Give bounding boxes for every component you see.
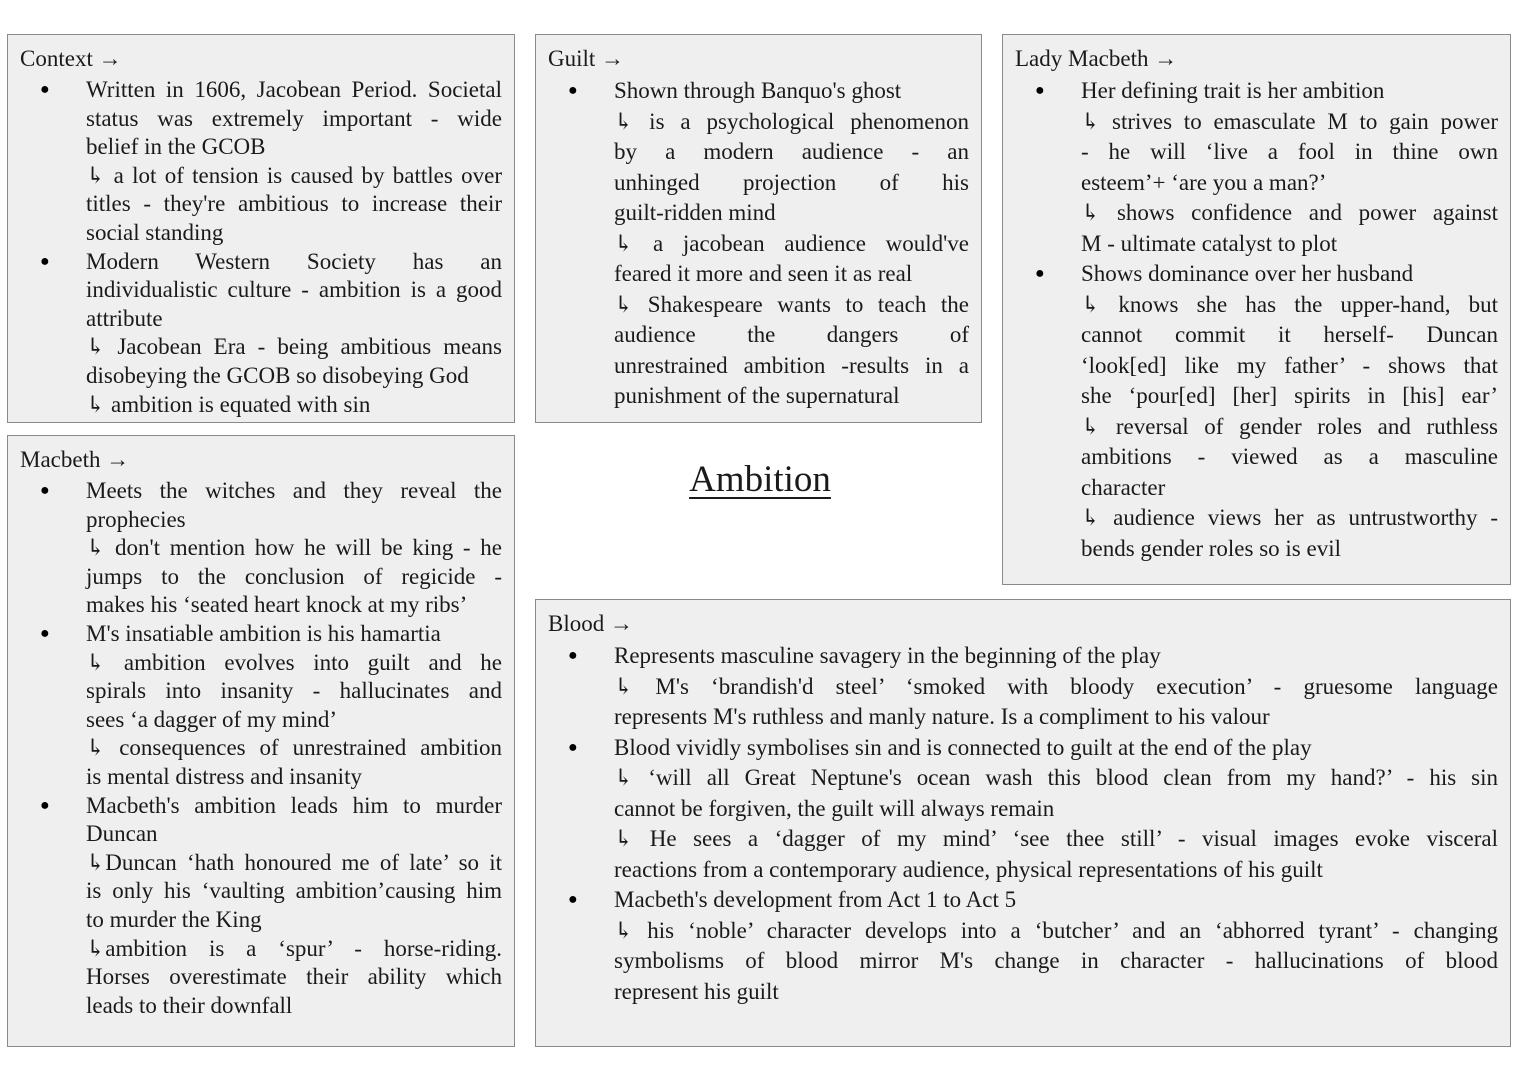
text-line: ● Her defining trait is her ambition: [1081, 78, 1385, 103]
text-line: by a modern audience - an: [614, 139, 969, 164]
text-line: ↳ strives to emasculate M to gain power: [1081, 108, 1498, 134]
text-line: leads to their downfall: [86, 992, 293, 1018]
text-line: individualistic culture - ambition is a good: [86, 277, 502, 303]
text-line: spirals into insanity - hallucinates and: [86, 678, 502, 704]
text-line: attribute: [86, 305, 163, 331]
text-line: ↳ a jacobean audience would've: [614, 230, 969, 256]
blood-list: [548, 641, 1498, 1007]
text-line: ● Shows dominance over her husband: [1081, 261, 1414, 286]
text-line: cannot commit it herself- Duncan: [1081, 322, 1498, 347]
blood-box: [535, 599, 1511, 1047]
text-line: guilt-ridden mind: [614, 200, 776, 225]
text-line: ↳ He sees a ‘dagger of my mind’ ‘see thee still’ - visual images evoke visceral: [614, 826, 1498, 851]
text-line: ↳ Shakespeare wants to teach the: [614, 291, 969, 317]
guilt-list: [548, 76, 969, 412]
bullet-item: [548, 641, 1498, 733]
text-line: ↳Duncan ‘hath honoured me of late’ so it: [86, 849, 502, 875]
guilt-heading: Guilt →: [548, 46, 625, 71]
text-line: ↳ M's ‘brandish'd steel’ ‘smoked with bloody execution’ - gruesome language: [614, 673, 1498, 699]
text-line: unrestrained ambition -results in a: [614, 352, 969, 378]
text-line: ↳ shows confidence and power against: [1081, 200, 1498, 225]
text-line: ● Meets the witches and they reveal the: [86, 478, 502, 503]
text-line: sees ‘a dagger of my mind’: [86, 706, 338, 732]
text-line: punishment of the supernatural: [614, 383, 900, 408]
text-line: esteem’+ ‘are you a man?’: [1081, 169, 1327, 195]
text-line: jumps to the conclusion of regicide -: [86, 563, 502, 589]
text-line: feared it more and seen it as real: [614, 261, 913, 286]
text-line: Duncan: [86, 821, 158, 847]
context-box: [7, 34, 515, 423]
text-line: belief in the GCOB: [86, 134, 266, 160]
text-line: represents M's ruthless and manly nature. Is a compliment to his valour: [614, 704, 1270, 729]
bullet-item: [20, 248, 502, 420]
text-line: ambitions - viewed as a masculine: [1081, 444, 1498, 469]
context-heading: Context →: [20, 46, 122, 71]
text-line: makes his ‘seated heart knock at my ribs’: [86, 592, 468, 618]
blood-heading: Blood →: [548, 611, 633, 636]
text-line: reactions from a contemporary audience, physical representations of his guilt: [614, 856, 1323, 882]
text-line: ↳ ‘will all Great Neptune's ocean wash this blood clean from my hand?’ - his sin: [614, 765, 1498, 790]
text-line: ↳ ambition evolves into guilt and he: [86, 649, 502, 675]
text-line: cannot be forgiven, the guilt will always remain: [614, 795, 1055, 821]
bullet-item: [20, 620, 502, 792]
text-line: ● Macbeth's ambition leads him to murder: [86, 792, 502, 818]
text-line: ↳ audience views her as untrustworthy -: [1081, 505, 1498, 530]
text-line: ↳ consequences of unrestrained ambition: [86, 735, 502, 761]
text-line: ↳ Jacobean Era - being ambitious means: [86, 334, 502, 360]
text-line: ‘look[ed] like my father’ - shows that: [1081, 352, 1498, 378]
text-line: represent his guilt: [614, 978, 779, 1004]
text-line: ↳ knows she has the upper-hand, but: [1081, 291, 1498, 317]
text-line: status was extremely important - wide: [86, 105, 502, 131]
text-line: ↳ is a psychological phenomenon: [614, 108, 969, 134]
text-line: ↳ his ‘noble’ character develops into a ‘butcher’ and an ‘abhorred tyrant’ - changing: [614, 917, 1498, 943]
text-line: ↳ don't mention how he will be king - he: [86, 535, 502, 561]
text-line: disobeying the GCOB so disobeying God: [86, 362, 469, 388]
text-line: ↳ambition is a ‘spur’ - horse-riding.: [86, 935, 502, 961]
lady-macbeth-heading: Lady Macbeth →: [1015, 46, 1178, 71]
text-line: ● Modern Western Society has an: [86, 248, 502, 274]
text-line: M - ultimate catalyst to plot: [1081, 230, 1338, 256]
text-line: to murder the King: [86, 906, 262, 932]
text-line: ● Represents masculine savagery in the beginning of the play: [614, 643, 1161, 668]
guilt-box: [535, 34, 982, 423]
text-line: ● Macbeth's development from Act 1 to Act 5: [614, 887, 1017, 912]
text-line: prophecies: [86, 506, 186, 532]
text-line: ● Shown through Banquo's ghost: [614, 78, 902, 103]
text-line: is only his ‘vaulting ambition’causing him: [86, 878, 502, 904]
bullet-item: [548, 885, 1498, 1007]
bullet-item: [1015, 259, 1498, 564]
text-line: is mental distress and insanity: [86, 763, 362, 789]
bullet-item: [20, 792, 502, 1021]
text-line: ● Blood vividly symbolises sin and is connected to guilt at the end of the play: [614, 734, 1312, 760]
bullet-item: [1015, 76, 1498, 259]
bullet-item: [548, 733, 1498, 886]
text-line: character: [1081, 474, 1166, 500]
text-line: Horses overestimate their ability which: [86, 964, 502, 990]
text-line: ● M's insatiable ambition is his hamartia: [86, 620, 441, 646]
text-line: she ‘pour[ed] [her] spirits in [his] ear’: [1081, 383, 1498, 408]
lady-macbeth-list: [1015, 76, 1498, 564]
text-line: symbolisms of blood mirror M's change in character - hallucinations of blood: [614, 948, 1498, 973]
macbeth-box: [7, 435, 515, 1047]
lady-macbeth-box: [1002, 34, 1511, 585]
text-line: ● Written in 1606, Jacobean Period. Societal: [86, 77, 502, 102]
text-line: ↳ a lot of tension is caused by battles over: [86, 162, 502, 188]
bullet-item: [20, 477, 502, 620]
page-title: Ambition: [689, 459, 831, 500]
bullet-item: [20, 76, 502, 248]
text-line: bends gender roles so is evil: [1081, 535, 1341, 561]
macbeth-heading: Macbeth →: [20, 447, 130, 472]
bullet-item: [548, 76, 969, 412]
text-line: titles - they're ambitious to increase their: [86, 191, 502, 217]
text-line: audience the dangers of: [614, 322, 969, 347]
context-list: [20, 76, 502, 419]
text-line: ↳ reversal of gender roles and ruthless: [1081, 413, 1498, 439]
text-line: ↳ ambition is equated with sin: [86, 391, 371, 417]
text-line: unhinged projection of his: [614, 169, 969, 195]
text-line: - he will ‘live a fool in thine own: [1081, 139, 1498, 164]
text-line: social standing: [86, 219, 224, 245]
macbeth-list: [20, 477, 502, 1020]
